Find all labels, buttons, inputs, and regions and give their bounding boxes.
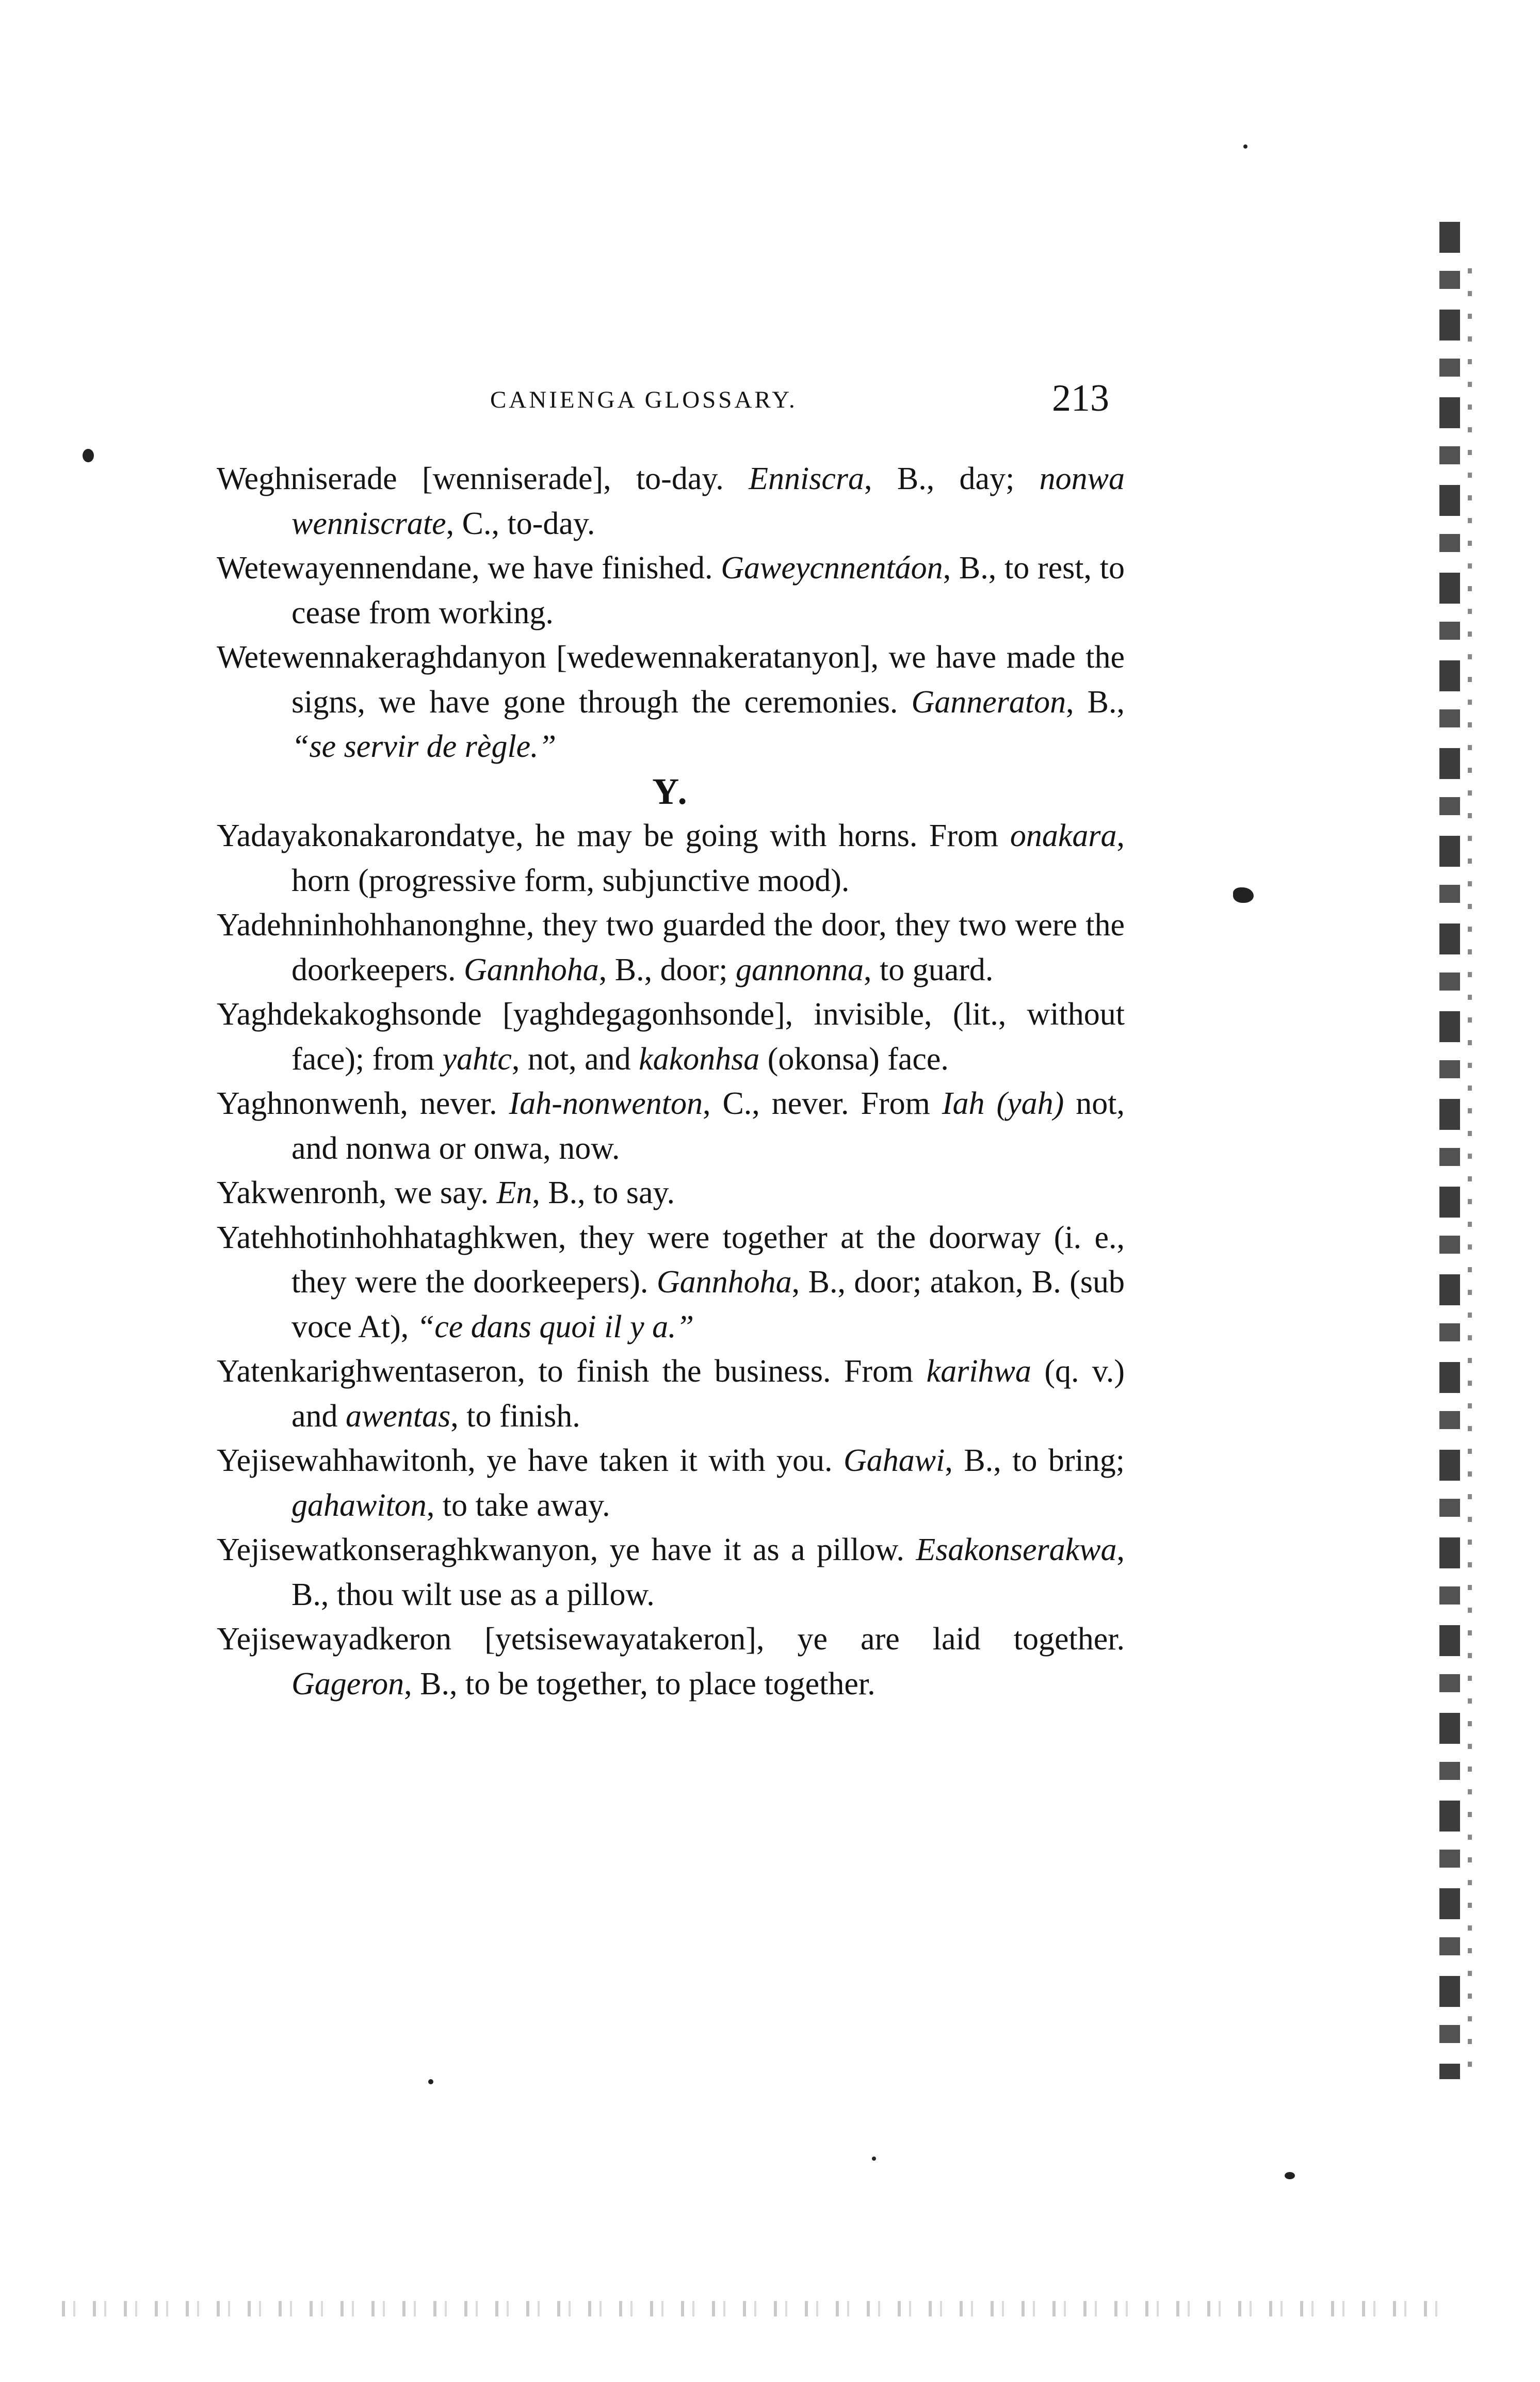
entry-text: , B., to be together, to place together. xyxy=(404,1666,876,1702)
entry-text: , horn (progressive form, subjunctive mood). xyxy=(291,818,1125,898)
entries-w-section xyxy=(217,457,1125,769)
entry-italic-text: yahtc xyxy=(442,1041,512,1077)
entry-text: Yakwenronh, we say. xyxy=(217,1175,497,1210)
entry-text: , C., to-day. xyxy=(446,506,595,541)
entry-text: Yejisewayadkeron [yetsisewayatakeron], ye are laid together. xyxy=(217,1622,1125,1657)
entry-italic-text: Iah (yah) xyxy=(942,1086,1064,1121)
entries-y-section xyxy=(217,814,1125,1706)
ink-speck xyxy=(1243,144,1247,149)
page-header xyxy=(217,377,1125,423)
entry-italic-text: “se servir de règle.” xyxy=(291,729,557,764)
entry-italic-text: nonwa wenniscrate xyxy=(291,461,1125,541)
entry-italic-text: Ganneraton xyxy=(911,684,1066,720)
entry-italic-text: “ce dans quoi il y a.” xyxy=(416,1309,694,1344)
entry-text: , B., to say. xyxy=(532,1175,675,1210)
scan-bottom-noise xyxy=(62,2301,1455,2316)
ink-speck xyxy=(428,2079,433,2084)
entry-text: (okonsa) face. xyxy=(759,1041,949,1077)
glossary-body xyxy=(217,457,1125,1706)
ink-speck xyxy=(1285,2172,1295,2179)
entry-text: Weghniserade [wenniserade], to-day. xyxy=(217,461,749,496)
ink-speck xyxy=(83,449,94,462)
glossary-entry xyxy=(217,1617,1125,1706)
entry-italic-text: Gahawi xyxy=(844,1443,945,1478)
glossary-entry xyxy=(217,1216,1125,1350)
entry-italic-text: onakara xyxy=(1010,818,1117,853)
entry-italic-text: karihwa xyxy=(926,1354,1031,1389)
entry-text: , B., day; xyxy=(864,461,1040,496)
ink-speck xyxy=(1233,887,1254,903)
glossary-entry xyxy=(217,457,1125,546)
entry-italic-text: Gannhoha xyxy=(656,1265,792,1300)
entry-text: , B., xyxy=(1066,684,1125,720)
entry-text: , B., to bring; xyxy=(945,1443,1125,1478)
ink-speck xyxy=(872,2157,876,2161)
glossary-entry xyxy=(217,1438,1125,1528)
entry-italic-text: gannonna xyxy=(736,952,864,987)
entry-text: , not, and xyxy=(511,1041,639,1077)
page-number: 213 xyxy=(1052,377,1109,419)
entry-text: not, and nonwa or onwa, now. xyxy=(291,1086,1125,1166)
glossary-entry xyxy=(217,635,1125,769)
scan-edge-marks xyxy=(1468,268,1472,2074)
glossary-entry xyxy=(217,814,1125,903)
entry-text: Yadayakonakarondatye, he may be going with horns. From xyxy=(217,818,1010,853)
entry-italic-text: Enniscra xyxy=(749,461,865,496)
entry-italic-text: kakonhsa xyxy=(639,1041,760,1077)
entry-text: Yaghnonwenh, never. xyxy=(217,1086,509,1121)
entry-text: (q. v.) and xyxy=(291,1354,1125,1434)
entry-italic-text: Iah-nonwenton xyxy=(509,1086,703,1121)
scan-edge-shadow xyxy=(1439,222,1460,2079)
entry-text: , to finish. xyxy=(450,1398,580,1434)
entry-italic-text: Gannhoha xyxy=(463,952,599,987)
entry-text: , to take away. xyxy=(426,1487,610,1523)
glossary-entry xyxy=(217,1081,1125,1171)
entry-italic-text: gahawiton xyxy=(291,1487,427,1523)
entry-italic-text: Gaweycnnentáon xyxy=(721,550,943,586)
entry-italic-text: En xyxy=(496,1175,532,1210)
entry-text: , B., door; atakon, B. (sub voce At), xyxy=(291,1265,1125,1344)
entry-italic-text: Esakonserakwa xyxy=(916,1532,1117,1567)
glossary-entry xyxy=(217,1528,1125,1617)
entry-text: Yatehhotinhohhataghkwen, they were together at the doorway (i. e., they were the doorkeepers). xyxy=(217,1220,1125,1300)
entry-text: Yejisewatkonseraghkwanyon, ye have it as a pillow. xyxy=(217,1532,916,1567)
entry-text: Yejisewahhawitonh, ye have taken it with you. xyxy=(217,1443,844,1478)
entry-text: Yaghdekakoghsonde [yaghdegagonhsonde], invisible, (lit., without face); from xyxy=(217,997,1125,1077)
glossary-entry xyxy=(217,992,1125,1081)
glossary-entry xyxy=(217,1349,1125,1438)
entry-text: , B., thou wilt use as a pillow. xyxy=(291,1532,1125,1612)
glossary-entry xyxy=(217,1171,1125,1216)
glossary-entry xyxy=(217,546,1125,635)
entry-text: Yadehninhohhanonghne, they two guarded the door, they two were the doorkeepers. xyxy=(217,908,1125,987)
entry-italic-text: awentas xyxy=(346,1398,451,1434)
section-letter: Y. xyxy=(652,770,689,812)
entry-text: , C., never. From xyxy=(702,1086,942,1121)
entry-text: Wetewayennendane, we have finished. xyxy=(217,550,721,586)
entry-text: , B., door; xyxy=(598,952,736,987)
entry-text: Wetewennakeraghdanyon [wedewennakeratanyon], we have made the signs, we have gone through the ceremonies. xyxy=(217,640,1125,720)
running-head: CANIENGA GLOSSARY. xyxy=(490,386,798,413)
entry-text: , to guard. xyxy=(864,952,994,987)
entry-text: Yatenkarighwentaseron, to finish the business. From xyxy=(217,1354,927,1389)
entry-text: , B., to rest, to cease from working. xyxy=(291,550,1125,630)
entry-italic-text: Gageron xyxy=(291,1666,404,1702)
glossary-entry xyxy=(217,903,1125,992)
